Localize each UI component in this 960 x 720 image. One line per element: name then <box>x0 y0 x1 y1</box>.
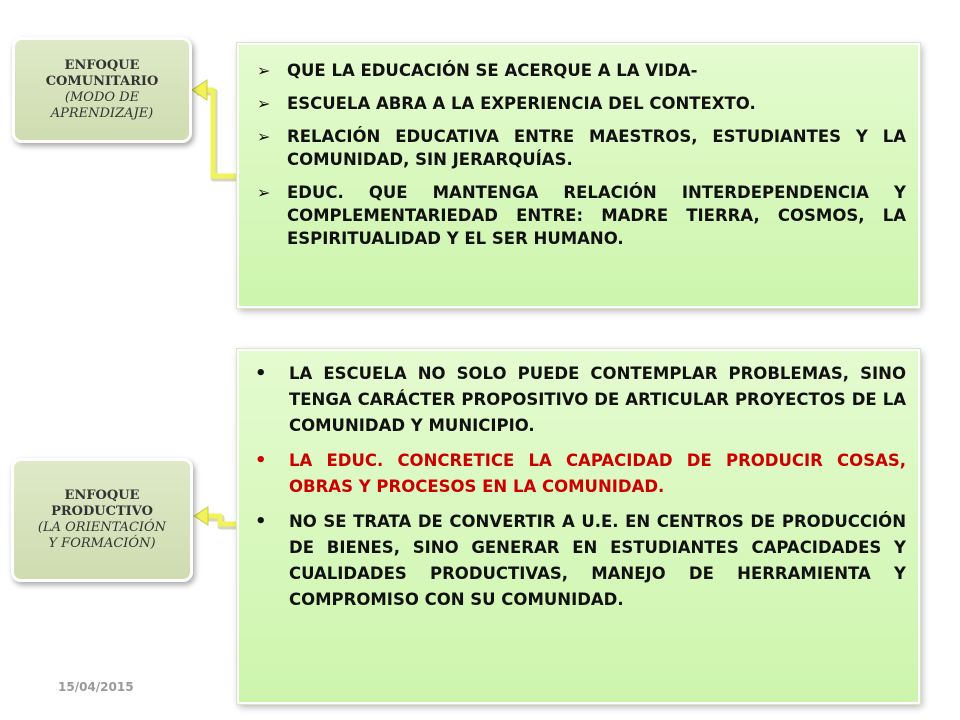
slide-date: 15/04/2015 <box>58 680 134 694</box>
list-item-text: ESCUELA ABRA A LA EXPERIENCIA DEL CONTEXTO. <box>287 94 756 113</box>
enfoque-comunitario-title-2: COMUNITARIO <box>45 74 159 89</box>
enfoque-productivo-title-1: ENFOQUE <box>64 488 140 503</box>
list-item-text: LA EDUC. CONCRETICE LA CAPACIDAD DE PRODUCIR COSAS, OBRAS Y PROCESOS EN LA COMUNIDAD. <box>289 451 906 496</box>
enfoque-productivo-box <box>11 458 193 582</box>
enfoque-comunitario-sub-2: APRENDIZAJE) <box>50 106 154 121</box>
enfoque-productivo-title-2: PRODUCTIVO <box>51 504 153 519</box>
productivo-content-box <box>237 349 920 704</box>
arrow-bullet-icon: ➢ <box>257 183 271 202</box>
arrow-bullet-icon: ➢ <box>257 127 271 146</box>
list-item <box>257 181 906 250</box>
list-item-text: RELACIÓN EDUCATIVA ENTRE MAESTROS, ESTUDIANTES Y LA COMUNIDAD, SIN JERARQUÍAS. <box>287 127 906 169</box>
comunitario-list <box>257 59 906 250</box>
productivo-list <box>255 361 906 613</box>
list-item <box>257 59 906 82</box>
list-item-highlighted <box>255 448 906 500</box>
list-item <box>255 361 906 439</box>
enfoque-productivo-sub-2: Y FORMACIÓN) <box>48 536 156 551</box>
enfoque-productivo-sub-1: (LA ORIENTACIÓN <box>37 520 167 535</box>
list-item <box>257 125 906 171</box>
list-item-text: NO SE TRATA DE CONVERTIR A U.E. EN CENTROS DE PRODUCCIÓN DE BIENES, SINO GENERAR EN ESTUDIANTES CAPACIDADES Y CUALIDADES PRODUCTIVAS, MANEJO DE HERRAMIENTA Y COMPROMISO CON SU COMUNIDAD. <box>289 512 906 609</box>
enfoque-comunitario-title-1: ENFOQUE <box>64 58 140 73</box>
arrow-bullet-icon: ➢ <box>257 94 271 113</box>
list-item-text: EDUC. QUE MANTENGA RELACIÓN INTERDEPENDENCIA Y COMPLEMENTARIEDAD ENTRE: MADRE TIERRA, COSMOS, LA ESPIRITUALIDAD Y EL SER HUMANO. <box>287 183 906 248</box>
dot-bullet-icon: • <box>255 450 267 471</box>
list-item <box>257 92 906 115</box>
comunitario-content-box <box>237 43 920 308</box>
arrow-bullet-icon: ➢ <box>257 61 271 80</box>
enfoque-comunitario-sub-1: (MODO DE <box>64 90 140 105</box>
arrow-comunitario-icon <box>192 80 241 178</box>
dot-bullet-icon: • <box>255 363 267 384</box>
dot-bullet-icon: • <box>255 511 267 532</box>
list-item-text: LA ESCUELA NO SOLO PUEDE CONTEMPLAR PROBLEMAS, SINO TENGA CARÁCTER PROPOSITIVO DE ARTICULAR PROYECTOS DE LA COMUNIDAD Y MUNICIPIO. <box>289 364 906 435</box>
list-item <box>255 509 906 613</box>
list-item-text: QUE LA EDUCACIÓN SE ACERQUE A LA VIDA- <box>287 61 698 80</box>
arrow-productivo-icon <box>194 507 241 526</box>
enfoque-comunitario-box <box>12 37 192 143</box>
